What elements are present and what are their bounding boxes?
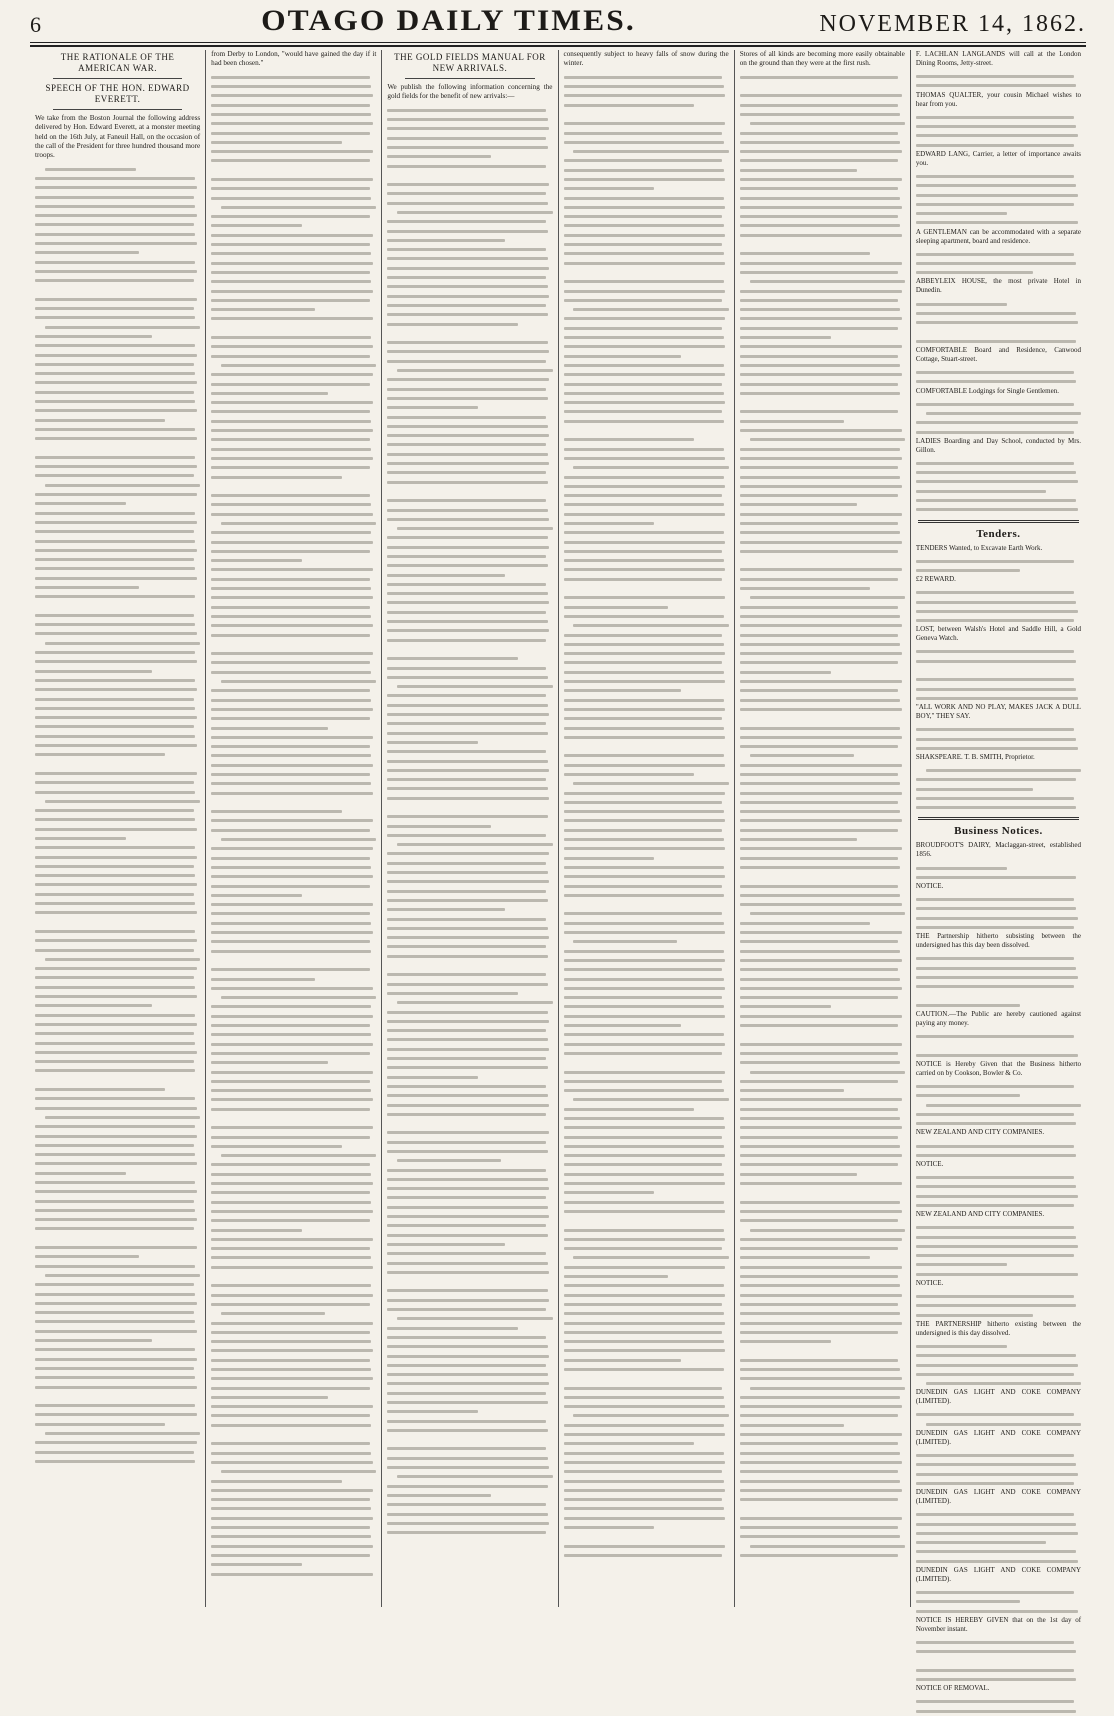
notice-item: DUNEDIN GAS LIGHT AND COKE COMPANY (LIMITED). <box>915 1388 1082 1406</box>
notice-text-block <box>916 1638 1081 1684</box>
notice-item: EDWARD LANG, Carrier, a letter of importance awaits you. <box>915 149 1082 167</box>
notice-item: LADIES Boarding and Day School, conducted by Mrs. Gillon. <box>915 436 1082 454</box>
classified-notices <box>916 50 1081 515</box>
newspaper-title: OTAGO DAILY TIMES. <box>260 4 636 37</box>
notice-text-block <box>916 72 1081 91</box>
tenders-list <box>916 544 1081 813</box>
masthead-rule <box>30 42 1086 43</box>
notice-text-block <box>916 954 1081 1010</box>
notice-item: DUNEDIN GAS LIGHT AND COKE COMPANY (LIMITED). <box>915 1565 1082 1583</box>
article-heading: THE GOLD FIELDS MANUAL FOR NEW ARRIVALS. <box>394 52 546 73</box>
notice-item: BROUDFOOT'S DAIRY, Maclaggan-street, established 1856. <box>915 841 1082 859</box>
article-text-block <box>740 73 905 1561</box>
notice-item: ABBEYLEIX HOUSE, the most private Hotel in Dunedin. <box>915 277 1082 295</box>
column-1 <box>30 50 206 1607</box>
notice-item: DUNEDIN GAS LIGHT AND COKE COMPANY (LIMITED). <box>915 1488 1082 1506</box>
issue-date: NOVEMBER 14, 1862. <box>819 11 1086 37</box>
article-text-block <box>35 164 200 1466</box>
notice-item: THE PARTNERSHIP hitherto existing between the undersigned is this day dissolved. <box>915 1319 1082 1337</box>
masthead-rule-thick <box>30 45 1086 47</box>
notice-text-block <box>916 895 1081 932</box>
page-number: 6 <box>30 12 41 37</box>
columns <box>30 50 1086 1693</box>
notice-text-block <box>916 1082 1081 1128</box>
notice-text-block <box>916 400 1081 437</box>
divider <box>53 78 182 79</box>
column-2 <box>206 50 382 1607</box>
notice-text-block <box>916 1141 1081 1160</box>
notice-item: NOTICE OF REMOVAL. <box>915 1684 990 1693</box>
notice-item: COMFORTABLE Board and Residence, Canwood Cottage, Stuart-street. <box>915 345 1082 363</box>
notice-text-block <box>916 1292 1081 1320</box>
notice-item: THOMAS QUALTER, your cousin Michael wishes to hear from you. <box>915 90 1082 108</box>
notice-text-block <box>916 1223 1081 1279</box>
notice-text-block <box>916 766 1081 812</box>
article-text-block <box>211 73 376 1579</box>
section-heading-business-notices: Business Notices. <box>954 825 1043 838</box>
notice-text-block <box>916 1588 1081 1616</box>
article-intro: We publish the following information concerning the gold fields for the benefit of new arrivals:— <box>387 83 553 101</box>
column-4 <box>559 50 735 1607</box>
article-text-block <box>387 106 552 1538</box>
article-subheading: SPEECH OF THE HON. EDWARD EVERETT. <box>45 83 190 104</box>
notice-text-block <box>916 459 1081 515</box>
article-text-block <box>564 73 729 1561</box>
notice-text-block <box>916 368 1081 387</box>
notice-text-block <box>916 299 1081 345</box>
notice-item: COMFORTABLE Lodgings for Single Gentlemen. <box>915 386 1059 395</box>
column-6-advertisements <box>911 50 1086 1693</box>
notice-text-block <box>916 1451 1081 1488</box>
notice-text-block <box>916 863 1081 882</box>
article-intro: We take from the Boston Journal the following address delivered by Hon. Edward Everett, at a monster meeting held on the 16th July, at Faneuil Hall, on the occasion of the call of the President for three hundred thousand more troops. <box>35 114 201 160</box>
notice-text-block <box>916 1410 1081 1429</box>
notice-item: LOST, between Walsh's Hotel and Saddle Hill, a Gold Geneva Watch. <box>915 625 1082 643</box>
notice-item: THE Partnership hitherto subsisting between the undersigned has this day been dissolved. <box>915 932 1082 950</box>
notice-text-block <box>916 172 1081 228</box>
article-continuation: consequently subject to heavy falls of snow during the winter. <box>563 50 729 68</box>
notice-item: NOTICE. <box>915 882 944 891</box>
notice-text-block <box>916 1173 1081 1210</box>
notice-text-block <box>916 1032 1081 1060</box>
section-heading-tenders: Tenders. <box>976 527 1021 540</box>
notice-item: "ALL WORK AND NO PLAY, MAKES JACK A DULL BOY," THEY SAY. <box>915 703 1082 721</box>
notice-item: NEW ZEALAND AND CITY COMPANIES. <box>915 1210 1045 1219</box>
notice-item: £2 REWARD. <box>915 575 956 584</box>
divider <box>53 109 182 110</box>
notice-text-block <box>916 588 1081 625</box>
notice-text-block <box>916 647 1081 703</box>
column-3 <box>382 50 558 1607</box>
notice-item: NEW ZEALAND AND CITY COMPANIES. <box>915 1128 1045 1137</box>
article-heading: THE RATIONALE OF THE AMERICAN WAR. <box>60 52 175 73</box>
notice-text-block <box>916 1697 1081 1716</box>
notice-item: SHAKSPEARE. T. B. SMITH, Proprietor. <box>915 752 1035 761</box>
business-notices-list <box>916 841 1081 1715</box>
notice-item: F. LACHLAN LANGLANDS will call at the London Dining Rooms, Jetty-street. <box>915 50 1082 67</box>
notice-item: DUNEDIN GAS LIGHT AND COKE COMPANY (LIMITED). <box>915 1428 1082 1446</box>
notice-item: NOTICE is Hereby Given that the Business hitherto carried on by Cookson, Bowler & Co. <box>915 1059 1082 1077</box>
divider <box>918 817 1079 820</box>
divider <box>918 520 1079 523</box>
column-5 <box>735 50 911 1607</box>
notice-item: NOTICE IS HEREBY GIVEN that on the 1st day of November instant. <box>915 1615 1082 1633</box>
notice-item: TENDERS Wanted, to Excavate Earth Work. <box>915 543 1043 552</box>
notice-text-block <box>916 1342 1081 1388</box>
notice-item: NOTICE. <box>915 1278 944 1287</box>
notice-text-block <box>916 725 1081 753</box>
notice-item: A GENTLEMAN can be accommodated with a separate sleeping apartment, board and residence. <box>915 227 1082 245</box>
article-continuation: from Derby to London, "would have gained the day if it had been chosen." <box>211 50 377 68</box>
article-continuation: Stores of all kinds are becoming more easily obtainable on the ground than they were at the first rush. <box>739 50 905 68</box>
divider <box>405 78 534 79</box>
masthead <box>30 4 1086 38</box>
notice-item: NOTICE. <box>915 1159 944 1168</box>
notice-text-block <box>916 1510 1081 1566</box>
notice-text-block <box>916 250 1081 278</box>
notice-text-block <box>916 557 1081 576</box>
notice-text-block <box>916 113 1081 150</box>
notice-item: CAUTION.—The Public are hereby cautioned against paying any money. <box>915 1010 1082 1027</box>
